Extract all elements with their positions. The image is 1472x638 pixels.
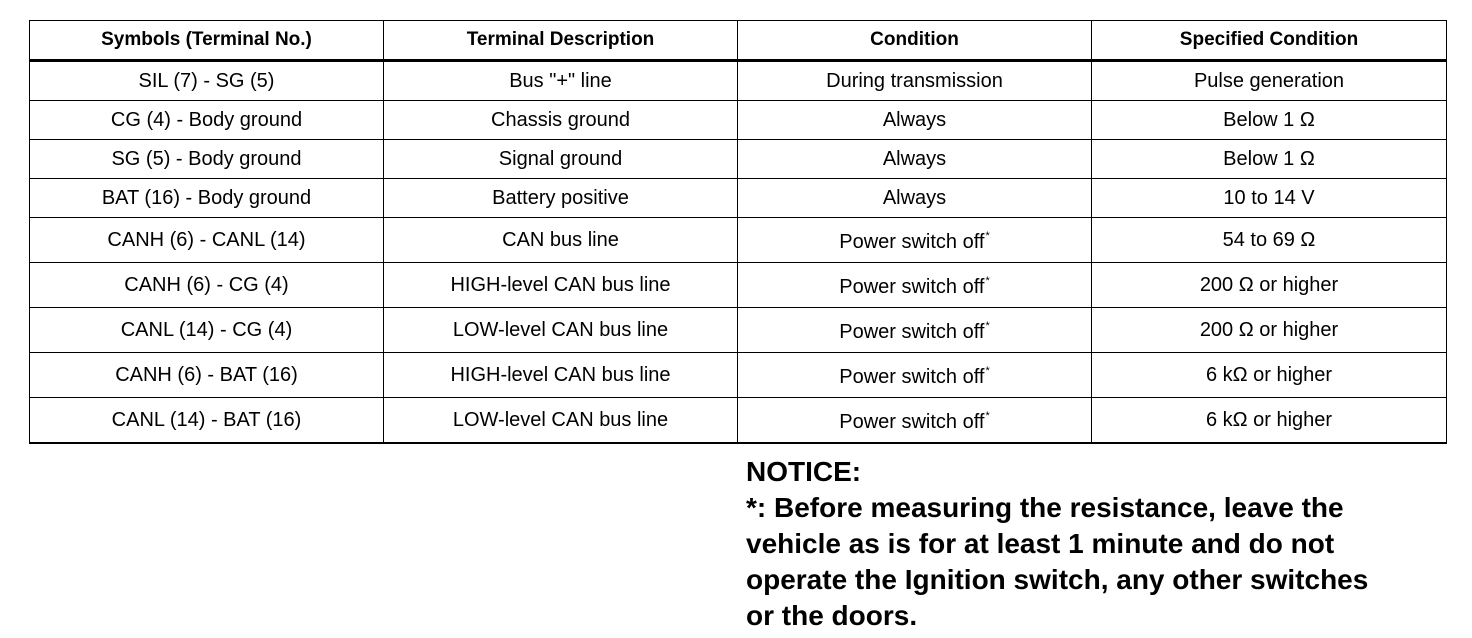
cell-description: LOW-level CAN bus line: [384, 398, 738, 444]
cell-symbol: BAT (16) - Body ground: [30, 179, 384, 218]
cell-specified: Pulse generation: [1092, 61, 1447, 101]
condition-text: Power switch off: [839, 276, 985, 298]
table-row: [30, 218, 1447, 263]
table-row: [30, 61, 1447, 101]
header-condition: Condition: [738, 21, 1092, 61]
cell-symbol: CANL (14) - BAT (16): [30, 398, 384, 444]
footnote-marker: *: [985, 410, 990, 422]
cell-symbol: CANL (14) - CG (4): [30, 308, 384, 353]
cell-description: LOW-level CAN bus line: [384, 308, 738, 353]
cell-specified: 6 kΩ or higher: [1092, 353, 1447, 398]
cell-condition: [738, 263, 1092, 308]
cell-condition: [738, 140, 1092, 179]
cell-condition: [738, 101, 1092, 140]
cell-specified: Below 1 Ω: [1092, 101, 1447, 140]
table-row: [30, 263, 1447, 308]
cell-specified: 10 to 14 V: [1092, 179, 1447, 218]
condition-text: Always: [882, 148, 947, 170]
cell-condition: [738, 308, 1092, 353]
cell-description: HIGH-level CAN bus line: [384, 263, 738, 308]
cell-description: Battery positive: [384, 179, 738, 218]
table-header-row: [30, 21, 1447, 61]
cell-description: HIGH-level CAN bus line: [384, 353, 738, 398]
notice-line: vehicle as is for at least 1 minute and do not: [746, 528, 1335, 559]
notice-title: NOTICE:: [746, 456, 862, 487]
condition-text: Always: [882, 187, 947, 209]
header-terminal-description: Terminal Description: [384, 21, 738, 61]
cell-condition: [738, 353, 1092, 398]
condition-text: During transmission: [826, 70, 1003, 92]
cell-specified: 200 Ω or higher: [1092, 263, 1447, 308]
condition-text: Always: [882, 109, 947, 131]
table-row: [30, 140, 1447, 179]
cell-symbol: CANH (6) - BAT (16): [30, 353, 384, 398]
header-symbols: Symbols (Terminal No.): [30, 21, 384, 61]
cell-specified: 6 kΩ or higher: [1092, 398, 1447, 444]
footnote-marker: *: [985, 365, 990, 377]
cell-symbol: SG (5) - Body ground: [30, 140, 384, 179]
table-row: [30, 101, 1447, 140]
cell-specified: Below 1 Ω: [1092, 140, 1447, 179]
cell-condition: [738, 179, 1092, 218]
table-row: [30, 308, 1447, 353]
table-row: [30, 179, 1447, 218]
cell-symbol: CANH (6) - CG (4): [30, 263, 384, 308]
footnote-marker: *: [985, 230, 990, 242]
cell-condition: [738, 218, 1092, 263]
notice-line: *: Before measuring the resistance, leave the: [746, 492, 1344, 523]
cell-symbol: CANH (6) - CANL (14): [30, 218, 384, 263]
condition-text: Power switch off: [839, 231, 985, 253]
cell-symbol: SIL (7) - SG (5): [30, 61, 384, 101]
cell-description: Bus "+" line: [384, 61, 738, 101]
condition-text: Power switch off: [839, 321, 985, 343]
cell-symbol: CG (4) - Body ground: [30, 101, 384, 140]
notice-line: or the doors.: [746, 600, 918, 631]
condition-text: Power switch off: [839, 366, 985, 388]
table-row: [30, 353, 1447, 398]
cell-condition: [738, 61, 1092, 101]
cell-description: Chassis ground: [384, 101, 738, 140]
table-row: [30, 398, 1447, 444]
cell-condition: [738, 398, 1092, 444]
cell-specified: 54 to 69 Ω: [1092, 218, 1447, 263]
notice-line: operate the Ignition switch, any other switches: [746, 564, 1369, 595]
header-specified-condition: Specified Condition: [1092, 21, 1447, 61]
terminal-spec-table: [29, 20, 1447, 444]
cell-description: Signal ground: [384, 140, 738, 179]
notice-block: [746, 454, 1446, 634]
footnote-marker: *: [985, 320, 990, 332]
cell-description: CAN bus line: [384, 218, 738, 263]
footnote-marker: *: [985, 275, 990, 287]
condition-text: Power switch off: [839, 411, 985, 433]
cell-specified: 200 Ω or higher: [1092, 308, 1447, 353]
